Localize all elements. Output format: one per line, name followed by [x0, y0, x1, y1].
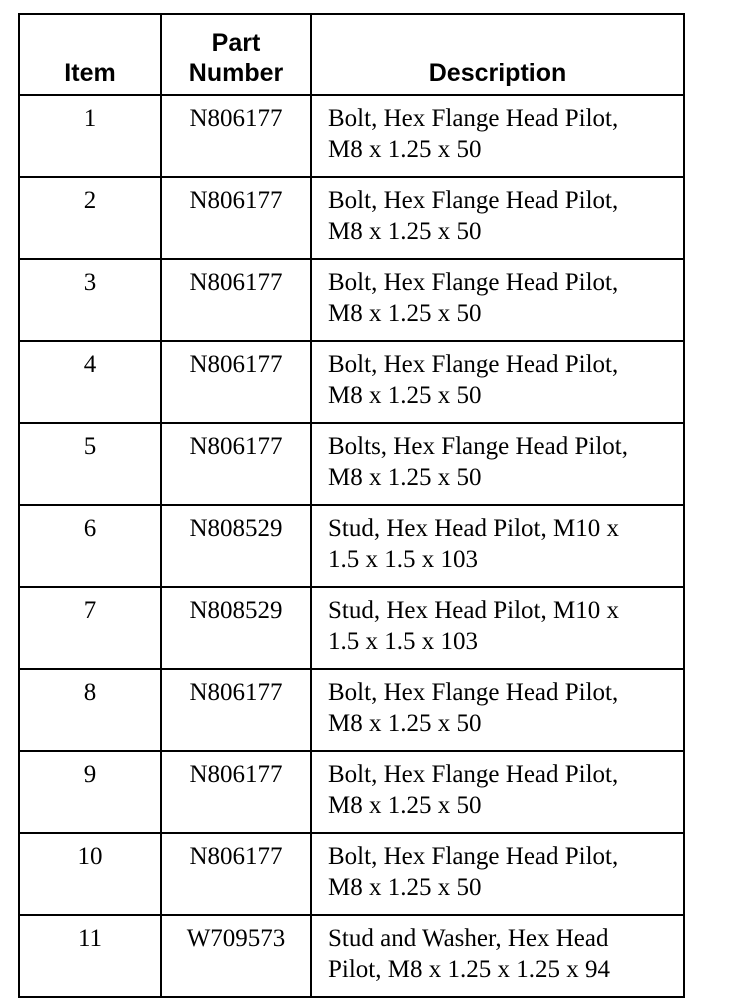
cell-item: 7 [19, 587, 161, 669]
header-item-label: Item [64, 59, 116, 87]
description-line: M8 x 1.25 x 50 [328, 792, 482, 819]
cell-part-number: W709573 [161, 915, 311, 997]
cell-description [311, 95, 684, 177]
cell-item: 6 [19, 505, 161, 587]
table-body [19, 95, 684, 997]
table-row [19, 751, 684, 833]
cell-item: 4 [19, 341, 161, 423]
cell-item: 5 [19, 423, 161, 505]
header-description [311, 14, 684, 95]
table-header [19, 14, 684, 95]
header-part-number-label-line2: Number [188, 59, 284, 87]
cell-part-number: N806177 [161, 669, 311, 751]
description-line: Bolt, Hex Flange Head Pilot, [328, 105, 619, 132]
description-line: 1.5 x 1.5 x 103 [328, 546, 478, 573]
cell-part-number: N806177 [161, 95, 311, 177]
table-row [19, 177, 684, 259]
description-line: Bolt, Hex Flange Head Pilot, [328, 187, 619, 214]
description-line: M8 x 1.25 x 50 [328, 464, 482, 491]
cell-part-number: N806177 [161, 341, 311, 423]
cell-item: 2 [19, 177, 161, 259]
header-item [19, 14, 161, 95]
table-row [19, 915, 684, 997]
cell-item: 1 [19, 95, 161, 177]
header-part-number-label-line1: Part [211, 29, 261, 57]
description-line: Bolt, Hex Flange Head Pilot, [328, 269, 619, 296]
description-line: M8 x 1.25 x 50 [328, 300, 482, 327]
cell-description [311, 915, 684, 997]
description-line: M8 x 1.25 x 50 [328, 136, 482, 163]
table-row [19, 587, 684, 669]
header-description-label: Description [428, 59, 567, 87]
cell-description [311, 423, 684, 505]
cell-part-number: N806177 [161, 177, 311, 259]
description-line: Stud, Hex Head Pilot, M10 x [328, 515, 619, 542]
table-row [19, 669, 684, 751]
cell-description [311, 259, 684, 341]
table-row [19, 259, 684, 341]
cell-description [311, 341, 684, 423]
cell-description [311, 669, 684, 751]
cell-part-number: N806177 [161, 751, 311, 833]
description-line: Stud and Washer, Hex Head [328, 925, 609, 952]
table-row [19, 95, 684, 177]
description-line: 1.5 x 1.5 x 103 [328, 628, 478, 655]
description-line: Bolt, Hex Flange Head Pilot, [328, 761, 619, 788]
description-line: Bolts, Hex Flange Head Pilot, [328, 433, 628, 460]
cell-description [311, 177, 684, 259]
description-line: M8 x 1.25 x 50 [328, 874, 482, 901]
description-line: M8 x 1.25 x 50 [328, 710, 482, 737]
cell-description [311, 751, 684, 833]
description-line: Pilot, M8 x 1.25 x 1.25 x 94 [328, 956, 610, 983]
header-part-number [161, 14, 311, 95]
table-row [19, 341, 684, 423]
table-row [19, 505, 684, 587]
cell-part-number: N806177 [161, 833, 311, 915]
table-row [19, 833, 684, 915]
cell-part-number: N808529 [161, 505, 311, 587]
cell-part-number: N806177 [161, 423, 311, 505]
table-row [19, 423, 684, 505]
cell-item: 8 [19, 669, 161, 751]
cell-description [311, 833, 684, 915]
cell-item: 10 [19, 833, 161, 915]
parts-table [18, 13, 685, 998]
cell-item: 3 [19, 259, 161, 341]
cell-item: 11 [19, 915, 161, 997]
cell-description [311, 587, 684, 669]
cell-part-number: N808529 [161, 587, 311, 669]
cell-item: 9 [19, 751, 161, 833]
description-line: Stud, Hex Head Pilot, M10 x [328, 597, 619, 624]
cell-description [311, 505, 684, 587]
description-line: Bolt, Hex Flange Head Pilot, [328, 679, 619, 706]
description-line: Bolt, Hex Flange Head Pilot, [328, 843, 619, 870]
description-line: Bolt, Hex Flange Head Pilot, [328, 351, 619, 378]
description-line: M8 x 1.25 x 50 [328, 382, 482, 409]
cell-part-number: N806177 [161, 259, 311, 341]
header-row [19, 14, 684, 95]
description-line: M8 x 1.25 x 50 [328, 218, 482, 245]
